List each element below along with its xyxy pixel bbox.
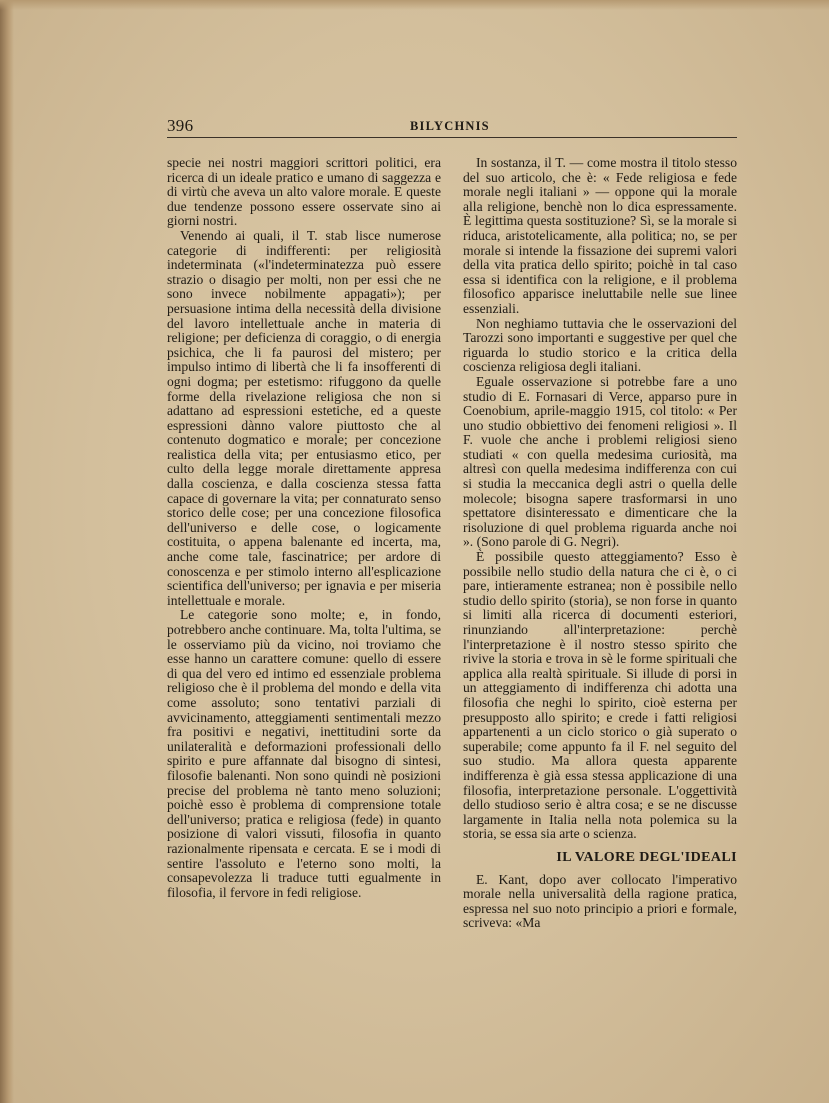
paragraph: Venendo ai quali, il T. stab lisce numerose categorie di indifferenti: per religiosità indeterminata («l'indeterminatezza può essere strazio o disagio per molti, non per essi che ne sono invece nobilmente appagati»); per persuasione intima della necessità della divisione del lavoro intellettuale anche in materia di religione; per deficienza di coraggio, o di energia psichica, che li fa paurosi del mistero; per impulso intimo di libertà che li fa insofferenti di ogni dogma; per estetismo: rifuggono da quelle forme della rivelazione religiosa che non si adattano ad espressioni estetiche, ed a queste espressioni dànno valore piuttosto che al contenuto dogmatico e morale; per concezione realistica della vita; per entusiasmo etico, per culto della legge morale direttamente appresa dalla coscienza, e dalla coscienza stessa fatta capace di governare la vita; per connaturato senso storico delle cose; per una concezione filosofica dell'universo e delle cose, o logicamente costituita, o appena balenante ed incerta, ma, anche come tale, fascinatrice; per ardore di conoscenza e per stimolo interno all'esplicazione scientifica dell'universo; per ignavia e per miseria intellettuale e morale.: [167, 227, 441, 608]
paragraph: Non neghiamo tuttavia che le osservazioni del Tarozzi sono importanti e suggestive per quel che riguarda lo studio storico e la critica della coscienza religiosa degli italiani.: [463, 315, 737, 375]
paragraph: In sostanza, il T. — come mostra il titolo stesso del suo articolo, che è: « Fede religiosa e fede morale negli italiani » — oppone qui la morale alla religione, benchè non lo dica espressamente. È legittima questa sostituzione? Sì, se la morale si riduca, aristotelicamente, alla politica; no, se per morale si intende la fissazione dei supremi valori della vita pratica dello spirito; poichè in tal caso essa si identifica con la religione, e il problema filosofico apparisce ineluttabile nelle sue linee essenziali.: [463, 155, 737, 316]
paragraph: Le categorie sono molte; e, in fondo, potrebbero anche continuare. Ma, tolta l'ultima, se le osserviamo più da vicino, noi troviamo che esse hanno un carattere comune: quello di essere di qua del vero ed intimo ed essenziale problema religioso che è il problema del mondo e della vita come assoluto; sono tentativi parziali di avvicinamento, atteggiamenti sentimentali mezzo fra positivi e negativi, inettitudini sorte da unilateralità e deformazioni professionali dello spirito e pure affannate dal bisogno di sintesi, filosofie balenanti. Non sono quindi nè posizioni precise del problema nè tanto meno soluzioni; poichè esso è problema di comprensione totale dell'universo; pratica e religiosa (fede) in quanto posizione di valori vissuti, filosofia in quanto razionalmente ripensata e cercata. E se i modi di sentire l'assoluto e l'eterno sono molti, la consapevolezza li traduce tutti egualmente in filosofia, il fervore in fedi religiose.: [167, 607, 441, 900]
page-header: [167, 116, 737, 138]
running-head: BILYCHNIS: [410, 119, 490, 133]
header-rule: [167, 137, 737, 138]
paragraph: specie nei nostri maggiori scrittori politici, era ricerca di un ideale pratico e umano di saggezza e di virtù che aveva un alto valore morale. E queste due tendenze possono essere osservate sino ai giorni nostri.: [167, 155, 441, 229]
paragraph: È possibile questo atteggiamento? Esso è possibile nello studio della natura che ci è, o ci pare, intieramente estranea; non è possibile nello studio dello spirito (storia), se non forse in quanto si limiti alla ricerca di documenti esteriori, rinunziando all'interpretazione: perchè l'interpretazione è il nostro stesso spirito che rivive la storia e trova in sè le forme spirituali che applica alla realtà spirituale. Si illude di porsi in un atteggiamento di indifferenza chi adotta una filosofia che neghi lo spirito, cioè esterna per presupposto allo spirito; e crede i fatti religiosi appartenenti a un ciclo storico o già superato o superabile; come appunto fa il F. nel seguito del suo studio. Ma allora questa apparente indifferenza è già essa stessa applicazione di una filosofia, interpretazione personale. L'oggettività dello studioso serio è altra cosa; e se ne discusse largamente in Italia nella nota polemica su la storia, se essa sia arte o scienza.: [463, 549, 737, 842]
page-top-edge: [0, 0, 829, 10]
section-heading: IL VALORE DEGL'IDEALI: [556, 849, 737, 865]
paragraph: Eguale osservazione si potrebbe fare a uno studio di E. Fornasari di Verce, apparso pure in Coenobium, aprile-maggio 1915, col titolo: « Per uno studio obbiettivo dei fenomeni religiosi ». Il F. vuole che anche i problemi religiosi sieno studiati « con quella medesima curiosità, ma altresì con quella medesima indifferenza con cui si studia la meccanica degli astri o quella delle molecole; bisogna sapere trasformarsi in uno spettatore disinteressato e dimenticare che la risoluzione di quel problema riguarda anche noi ». (Sono parole di G. Negri).: [463, 373, 737, 550]
page-number: 396: [167, 116, 194, 135]
page-left-edge: [0, 0, 14, 1103]
left-column: [167, 156, 441, 900]
paragraph: E. Kant, dopo aver collocato l'imperativo morale nella universalità della ragione pratica, espressa nel suo noto principio a priori e formale, scriveva: «Ma: [463, 871, 737, 931]
right-column: [463, 156, 737, 931]
